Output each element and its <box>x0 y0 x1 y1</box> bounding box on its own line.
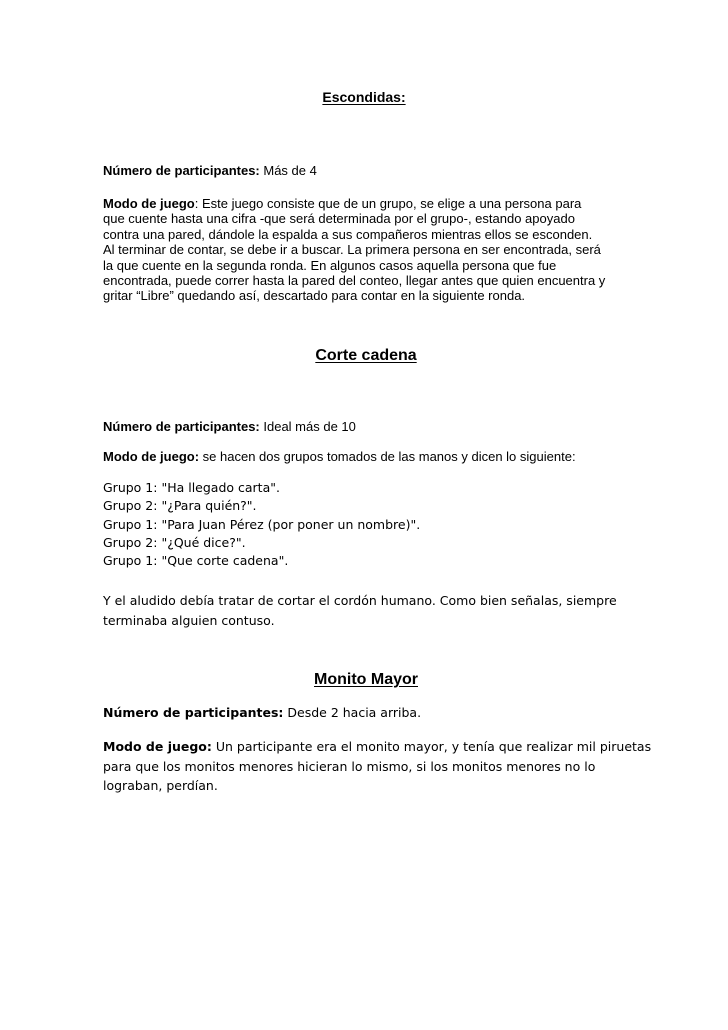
game-mode-label: Modo de juego: <box>103 449 200 464</box>
participants-line <box>103 163 633 178</box>
game-mode-line <box>103 196 633 211</box>
game-mode-paragraph <box>103 737 652 796</box>
participants-label: Número de participantes: <box>103 163 260 178</box>
closing-line: terminaba alguien contuso. <box>103 613 275 628</box>
dialog-line: Grupo 1: "Ha llegado carta". <box>103 480 280 495</box>
participants-paragraph <box>103 705 633 720</box>
game-mode-line: gritar “Libre” quedando así, descartado para contar en la siguiente ronda. <box>103 288 526 304</box>
section-title-monito-mayor: Monito Mayor <box>314 671 418 688</box>
game-mode-line: Al terminar de contar, se debe ir a buscar. La primera persona en ser encontrada, será <box>103 242 601 258</box>
participants-label: Número de participantes: <box>103 419 260 434</box>
participants-label: Número de participantes: <box>103 705 284 720</box>
participants-value: Desde 2 hacia arriba. <box>283 705 422 720</box>
game-mode-paragraph <box>103 449 633 464</box>
closing-paragraph <box>103 591 617 631</box>
closing-line: Y el aludido debía tratar de cortar el cordón humano. Como bien señalas, siempre <box>103 593 617 608</box>
game-mode-line: encontrada, puede correr hasta la pared del conteo, llegar antes que quien encuentra y <box>103 273 606 289</box>
game-mode-label: Modo de juego <box>103 196 195 211</box>
game-mode-label: Modo de juego: <box>103 739 212 754</box>
game-mode-line: que cuente hasta una cifra -que será determinada por el grupo-, estando apoyado <box>103 211 575 227</box>
game-mode-text: : Este juego consiste que de un grupo, se elige a una persona para <box>194 196 582 211</box>
participants-paragraph <box>103 419 633 434</box>
game-mode-paragraph <box>103 196 633 304</box>
participants-paragraph <box>103 163 633 178</box>
game-mode-line <box>103 737 652 757</box>
participants-line <box>103 705 633 720</box>
game-mode-line: contra una pared, dándole la espalda a sus compañeros mientras ellos se esconden. <box>103 226 593 242</box>
game-mode-text: Un participante era el monito mayor, y tenía que realizar mil piruetas <box>211 739 652 754</box>
dialog-block <box>103 479 420 570</box>
game-mode-line: la que cuente en la segunda ronda. En algunos casos aquella persona que fue <box>103 257 557 273</box>
section-title-escondidas: Escondidas: <box>322 89 406 105</box>
participants-value: Más de 4 <box>259 163 317 178</box>
section-title-corte-cadena: Corte cadena <box>315 347 417 364</box>
game-mode-line: para que los monitos menores hicieran lo mismo, si los monitos menores no lo <box>103 758 596 774</box>
game-mode-text: se hacen dos grupos tomados de las manos y dicen lo siguiente: <box>199 449 576 464</box>
dialog-line: Grupo 1: "Que corte cadena". <box>103 553 289 569</box>
game-mode-line: lograban, perdían. <box>103 778 218 793</box>
dialog-line: Grupo 2: "¿Qué dice?". <box>103 534 246 550</box>
participants-line <box>103 419 633 434</box>
dialog-line: Grupo 2: "¿Para quién?". <box>103 498 257 514</box>
dialog-line: Grupo 1: "Para Juan Pérez (por poner un nombre)". <box>103 516 421 532</box>
game-mode-line <box>103 449 633 464</box>
participants-value: Ideal más de 10 <box>259 419 356 434</box>
